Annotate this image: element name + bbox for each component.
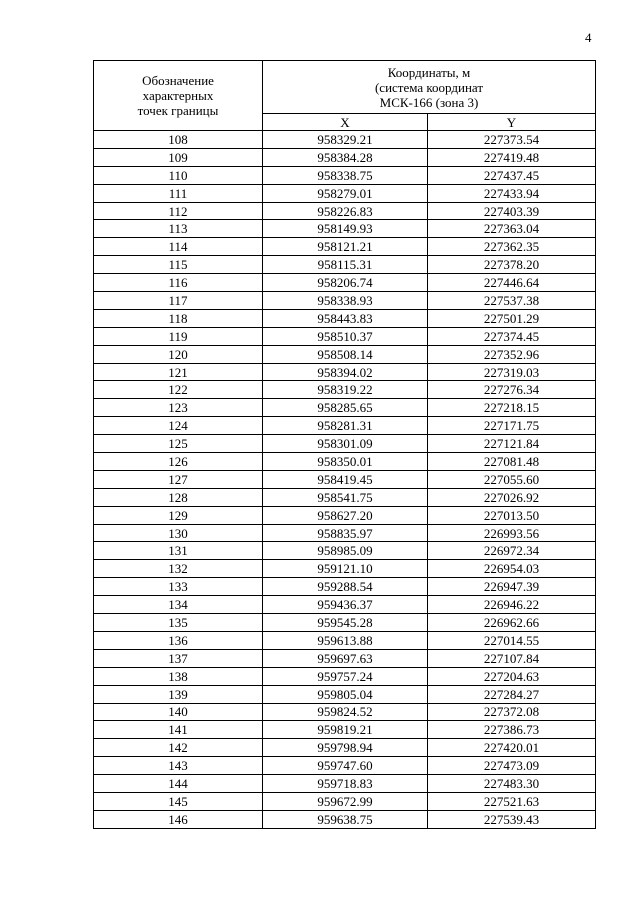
point-id-cell: 134 (94, 596, 263, 614)
y-coordinate-cell: 227352.96 (428, 345, 596, 363)
x-coordinate-cell: 958121.21 (263, 238, 428, 256)
point-id-cell: 112 (94, 202, 263, 220)
y-coordinate-cell: 226946.22 (428, 596, 596, 614)
y-coordinate-cell: 227403.39 (428, 202, 596, 220)
x-coordinate-cell: 958338.93 (263, 292, 428, 310)
x-coordinate-cell: 959121.10 (263, 560, 428, 578)
x-coordinate-cell: 959613.88 (263, 631, 428, 649)
table-row (94, 131, 596, 149)
point-id-cell: 132 (94, 560, 263, 578)
table-row (94, 757, 596, 775)
page-number: 4 (585, 30, 592, 45)
x-coordinate-cell: 959697.63 (263, 649, 428, 667)
y-coordinate-cell: 227013.50 (428, 506, 596, 524)
y-coordinate-cell: 227483.30 (428, 775, 596, 793)
table-row (94, 506, 596, 524)
x-coordinate-cell: 958285.65 (263, 399, 428, 417)
point-id-cell: 139 (94, 685, 263, 703)
y-coordinate-cell: 226993.56 (428, 524, 596, 542)
point-id-cell: 123 (94, 399, 263, 417)
table-row (94, 488, 596, 506)
table-row (94, 721, 596, 739)
point-id-cell: 120 (94, 345, 263, 363)
x-coordinate-cell: 958627.20 (263, 506, 428, 524)
x-coordinate-cell: 959288.54 (263, 578, 428, 596)
point-id-cell: 111 (94, 184, 263, 202)
table-row (94, 166, 596, 184)
table-row (94, 792, 596, 810)
point-id-cell: 122 (94, 381, 263, 399)
table-row (94, 345, 596, 363)
table-row (94, 309, 596, 327)
table-row (94, 470, 596, 488)
table-row (94, 292, 596, 310)
point-id-cell: 116 (94, 274, 263, 292)
y-coordinate-cell: 227372.08 (428, 703, 596, 721)
table-row (94, 614, 596, 632)
point-id-cell: 110 (94, 166, 263, 184)
table-row (94, 542, 596, 560)
x-coordinate-cell: 959747.60 (263, 757, 428, 775)
table-header (94, 61, 596, 131)
x-coordinate-cell: 958338.75 (263, 166, 428, 184)
y-coordinate-cell: 227419.48 (428, 148, 596, 166)
x-coordinate-cell: 959672.99 (263, 792, 428, 810)
point-id-cell: 108 (94, 131, 263, 149)
table-row (94, 453, 596, 471)
table-row (94, 327, 596, 345)
y-coordinate-cell: 227276.34 (428, 381, 596, 399)
x-coordinate-cell: 959757.24 (263, 667, 428, 685)
x-coordinate-cell: 959718.83 (263, 775, 428, 793)
point-id-cell: 119 (94, 327, 263, 345)
y-coordinate-cell: 227378.20 (428, 256, 596, 274)
point-label-line: точек границы (137, 103, 219, 118)
point-id-cell: 137 (94, 649, 263, 667)
x-coordinate-cell: 958510.37 (263, 327, 428, 345)
table-row (94, 810, 596, 828)
table-body (94, 131, 596, 829)
point-id-cell: 145 (94, 792, 263, 810)
point-id-cell: 125 (94, 435, 263, 453)
table-row (94, 739, 596, 757)
x-coordinate-cell: 958226.83 (263, 202, 428, 220)
y-coordinate-cell: 227363.04 (428, 220, 596, 238)
point-id-cell: 109 (94, 148, 263, 166)
y-coordinate-cell: 227319.03 (428, 363, 596, 381)
x-coordinate-cell: 959798.94 (263, 739, 428, 757)
point-id-cell: 127 (94, 470, 263, 488)
x-coordinate-cell: 958443.83 (263, 309, 428, 327)
x-coordinate-cell: 958149.93 (263, 220, 428, 238)
point-id-cell: 118 (94, 309, 263, 327)
y-coordinate-cell: 226972.34 (428, 542, 596, 560)
y-coordinate-cell: 227121.84 (428, 435, 596, 453)
x-coordinate-cell: 959824.52 (263, 703, 428, 721)
point-id-cell: 114 (94, 238, 263, 256)
table-row (94, 775, 596, 793)
y-coordinate-cell: 227446.64 (428, 274, 596, 292)
table-row (94, 435, 596, 453)
y-coordinate-cell: 227107.84 (428, 649, 596, 667)
point-id-cell: 140 (94, 703, 263, 721)
x-coordinate-cell: 959436.37 (263, 596, 428, 614)
table-row (94, 631, 596, 649)
table-row (94, 649, 596, 667)
coords-label-line: МСК-166 (зона 3) (379, 94, 479, 110)
table-row (94, 238, 596, 256)
y-coordinate-cell: 227362.35 (428, 238, 596, 256)
y-coordinate-cell: 227014.55 (428, 631, 596, 649)
x-coordinate-cell: 958115.31 (263, 256, 428, 274)
point-id-cell: 126 (94, 453, 263, 471)
point-label-line: характерных (142, 88, 214, 103)
table-row (94, 184, 596, 202)
y-coordinate-cell: 227473.09 (428, 757, 596, 775)
point-id-cell: 142 (94, 739, 263, 757)
point-id-cell: 128 (94, 488, 263, 506)
point-label-line: Обозначение (142, 73, 214, 88)
x-coordinate-cell: 959545.28 (263, 614, 428, 632)
table-row (94, 381, 596, 399)
y-coordinate-cell: 227537.38 (428, 292, 596, 310)
table-row (94, 596, 596, 614)
x-coordinate-cell: 959805.04 (263, 685, 428, 703)
point-id-cell: 135 (94, 614, 263, 632)
point-id-cell: 136 (94, 631, 263, 649)
point-id-cell: 143 (94, 757, 263, 775)
table-row (94, 417, 596, 435)
y-coordinate-cell: 227218.15 (428, 399, 596, 417)
y-coordinate-cell: 227204.63 (428, 667, 596, 685)
point-id-cell: 117 (94, 292, 263, 310)
y-coordinate-cell: 226962.66 (428, 614, 596, 632)
x-coordinate-cell: 958384.28 (263, 148, 428, 166)
y-coordinate-cell: 227521.63 (428, 792, 596, 810)
y-coordinate-cell: 227433.94 (428, 184, 596, 202)
y-coordinate-cell: 227386.73 (428, 721, 596, 739)
x-coordinate-cell: 958329.21 (263, 131, 428, 149)
table-row (94, 685, 596, 703)
table-row (94, 560, 596, 578)
point-id-cell: 131 (94, 542, 263, 560)
point-id-cell: 146 (94, 810, 263, 828)
y-coordinate-cell: 227081.48 (428, 453, 596, 471)
y-coordinate-cell: 227374.45 (428, 327, 596, 345)
y-coordinate-cell: 227026.92 (428, 488, 596, 506)
coords-label-header (263, 61, 596, 114)
point-id-cell: 129 (94, 506, 263, 524)
table-row (94, 256, 596, 274)
x-coordinate-cell: 959819.21 (263, 721, 428, 739)
point-id-cell: 130 (94, 524, 263, 542)
x-coordinate-cell: 958835.97 (263, 524, 428, 542)
table-row (94, 363, 596, 381)
y-coordinate-cell: 227171.75 (428, 417, 596, 435)
coords-label-line: Координаты, м (387, 64, 471, 80)
y-coordinate-cell: 227055.60 (428, 470, 596, 488)
point-id-cell: 115 (94, 256, 263, 274)
point-id-cell: 138 (94, 667, 263, 685)
coordinates-table (93, 60, 596, 829)
x-coordinate-cell: 958350.01 (263, 453, 428, 471)
header-row (94, 61, 596, 114)
x-coordinate-cell: 958985.09 (263, 542, 428, 560)
x-column-header: X (263, 114, 428, 131)
y-coordinate-cell: 227539.43 (428, 810, 596, 828)
y-coordinate-cell: 227501.29 (428, 309, 596, 327)
point-id-cell: 121 (94, 363, 263, 381)
y-coordinate-cell: 227437.45 (428, 166, 596, 184)
y-coordinate-cell: 227284.27 (428, 685, 596, 703)
y-coordinate-cell: 227420.01 (428, 739, 596, 757)
y-coordinate-cell: 227373.54 (428, 131, 596, 149)
table-row (94, 274, 596, 292)
table-row (94, 202, 596, 220)
x-coordinate-cell: 958279.01 (263, 184, 428, 202)
table-row (94, 524, 596, 542)
table-row (94, 578, 596, 596)
point-label-header (94, 61, 263, 131)
table-row (94, 703, 596, 721)
table-row (94, 220, 596, 238)
y-coordinate-cell: 226954.03 (428, 560, 596, 578)
x-coordinate-cell: 958301.09 (263, 435, 428, 453)
point-id-cell: 144 (94, 775, 263, 793)
x-coordinate-cell: 958281.31 (263, 417, 428, 435)
x-coordinate-cell: 958319.22 (263, 381, 428, 399)
point-id-cell: 124 (94, 417, 263, 435)
x-coordinate-cell: 959638.75 (263, 810, 428, 828)
x-coordinate-cell: 958541.75 (263, 488, 428, 506)
y-coordinate-cell: 226947.39 (428, 578, 596, 596)
coords-label-line: (система координат (374, 79, 484, 95)
x-coordinate-cell: 958394.02 (263, 363, 428, 381)
table-row (94, 148, 596, 166)
x-coordinate-cell: 958206.74 (263, 274, 428, 292)
x-coordinate-cell: 958508.14 (263, 345, 428, 363)
point-id-cell: 113 (94, 220, 263, 238)
x-coordinate-cell: 958419.45 (263, 470, 428, 488)
point-id-cell: 141 (94, 721, 263, 739)
table-row (94, 399, 596, 417)
point-id-cell: 133 (94, 578, 263, 596)
table-row (94, 667, 596, 685)
y-column-header: Y (428, 114, 596, 131)
